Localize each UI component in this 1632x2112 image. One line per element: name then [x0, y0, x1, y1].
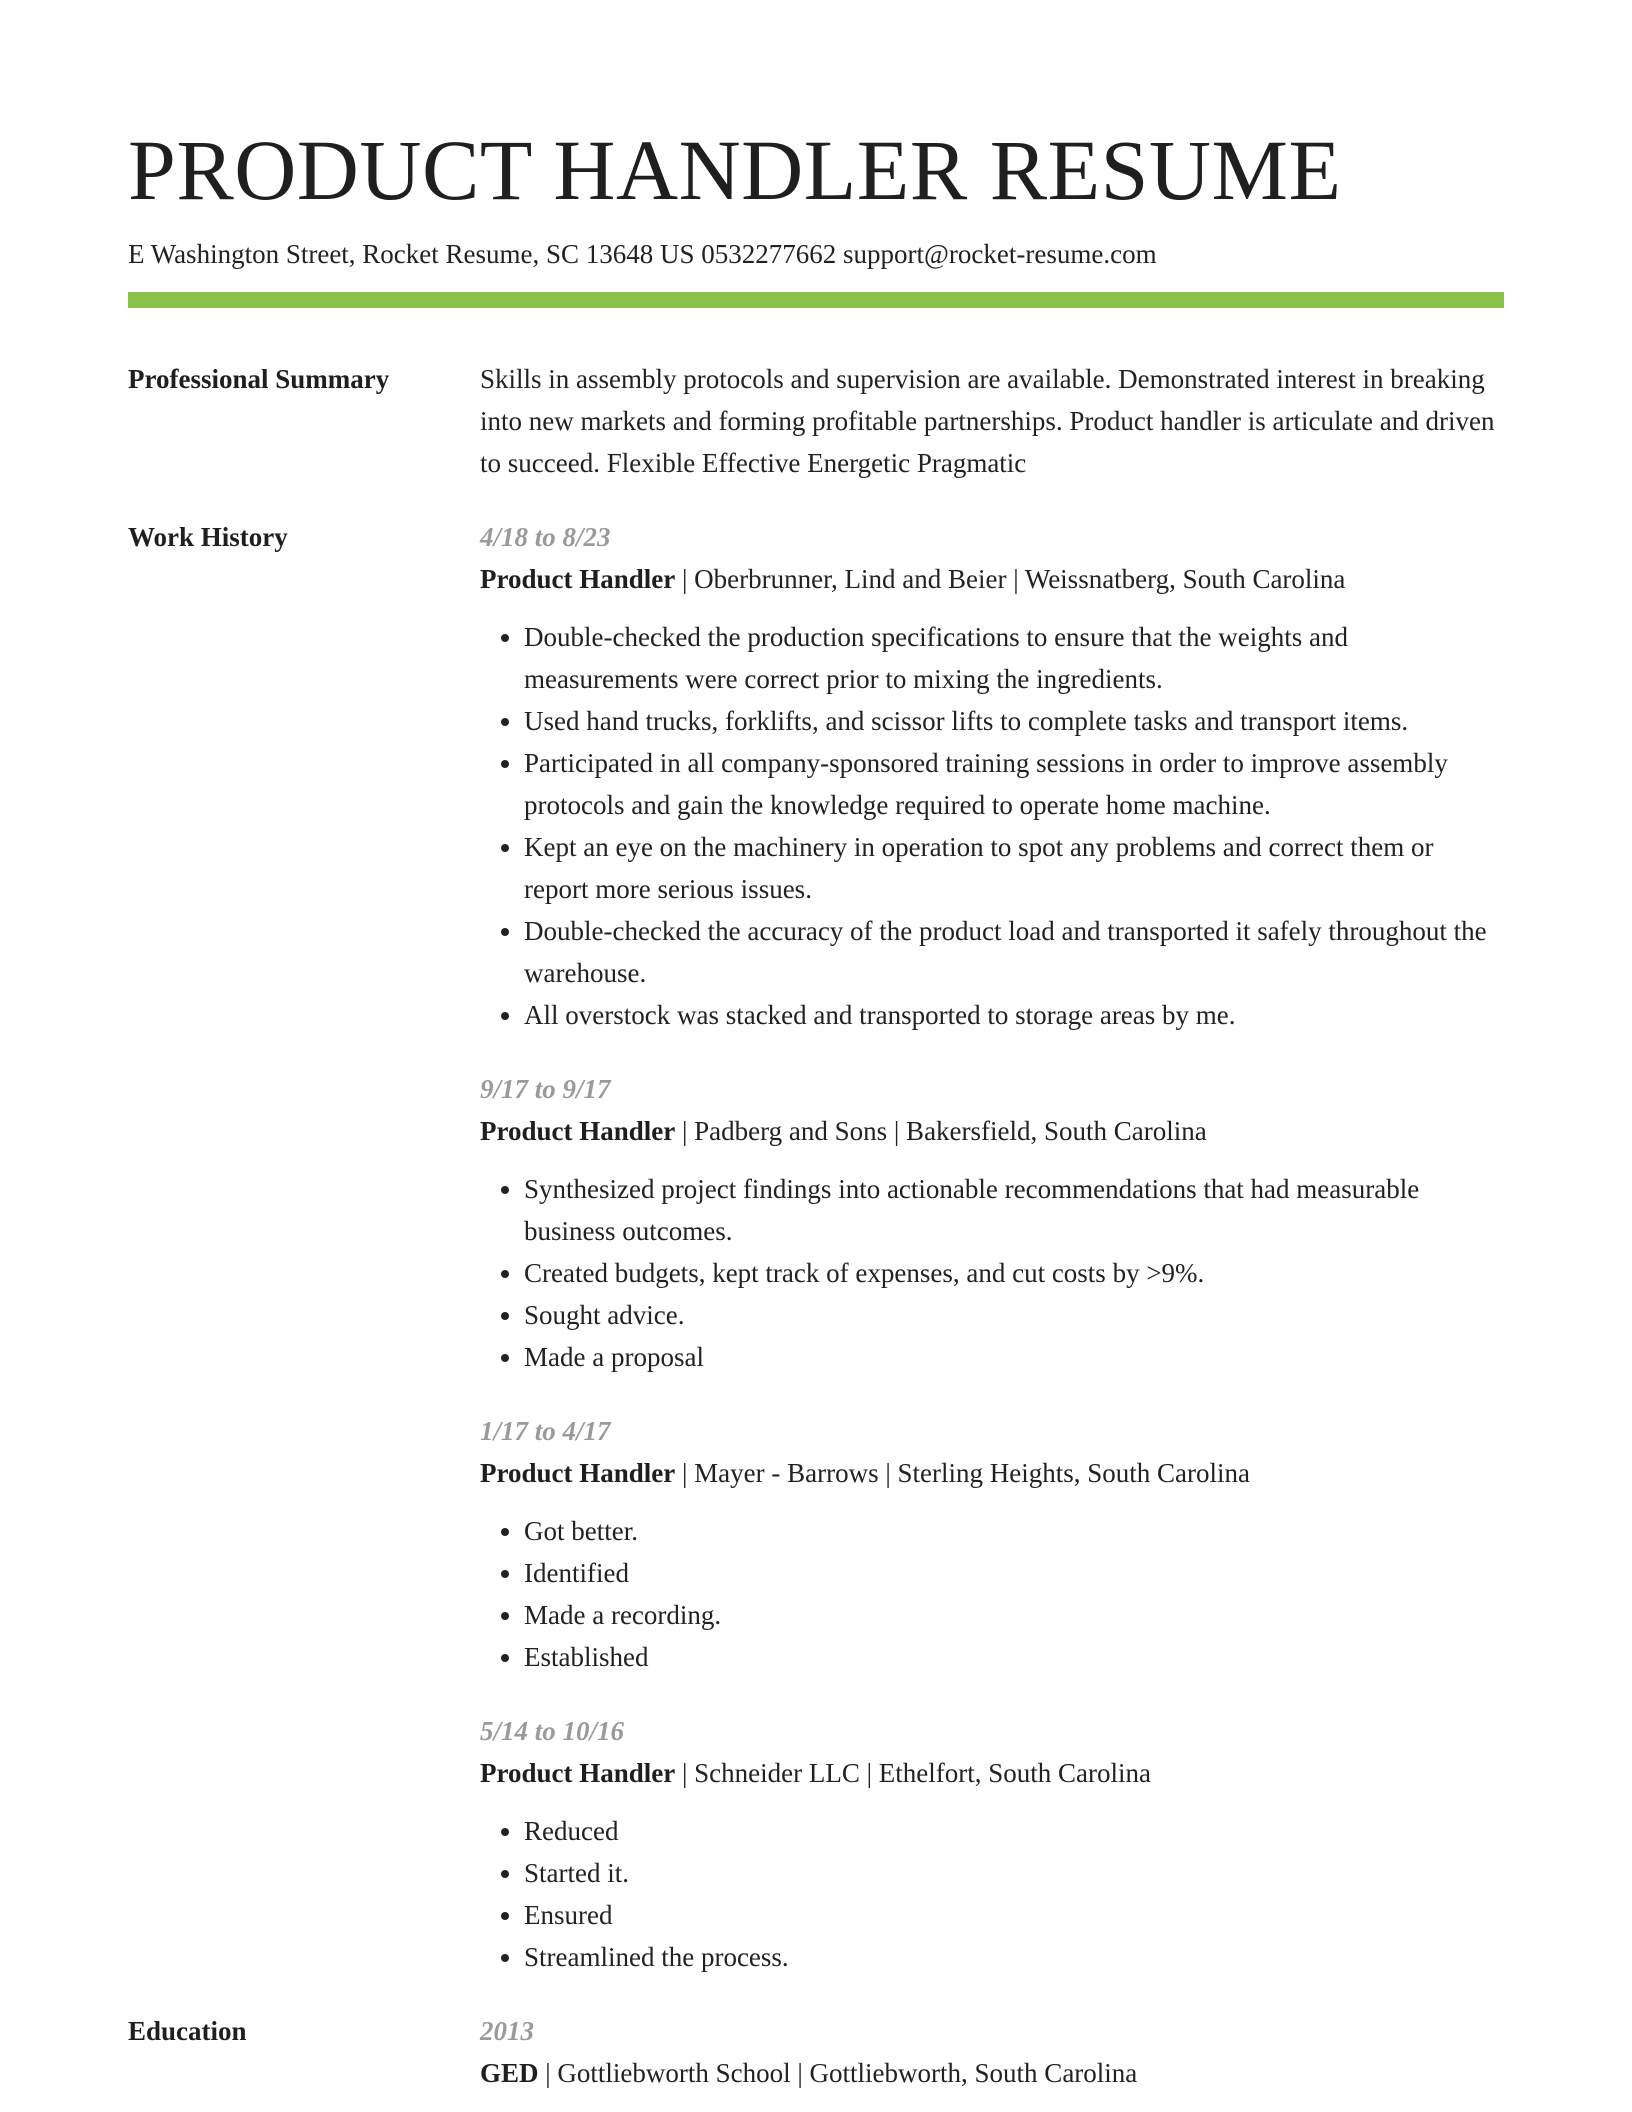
list-item: • Used hand trucks, forklifts, and scissor lifts to complete tasks and transport items.: [524, 700, 1504, 742]
education-details: | Gottliebworth School | Gottliebworth, South Carolina: [538, 2058, 1138, 2088]
job-date: 1/17 to 4/17: [480, 1416, 611, 1446]
work-history-list: [480, 516, 1504, 1978]
list-item: • Reduced: [524, 1810, 1504, 1852]
job-bullets: [480, 1810, 1504, 1978]
list-item: • Sought advice.: [524, 1294, 1504, 1336]
job-header: [480, 1752, 1504, 1794]
contact-line: E Washington Street, Rocket Resume, SC 13648 US 0532277662 support@rocket-resume.com: [128, 239, 1157, 269]
job-details: | Schneider LLC | Ethelfort, South Carolina: [675, 1758, 1151, 1788]
summary-text: Skills in assembly protocols and supervision are available. Demonstrated interest in breaking into new markets and forming profitable partnerships. Product handler is articulate and driven to succeed. Flexible Effective Energetic Pragmatic: [480, 364, 1495, 478]
education-header: [480, 2052, 1504, 2094]
list-item: • Kept an eye on the machinery in operation to spot any problems and correct them or report more serious issues.: [524, 826, 1504, 910]
list-item: • Established: [524, 1636, 1504, 1678]
list-item: • Participated in all company-sponsored training sessions in order to improve assembly protocols and gain the knowledge required to operate home machine.: [524, 742, 1504, 826]
job-bullets: [480, 616, 1504, 1036]
section-label-summary: Professional Summary: [128, 364, 390, 394]
section-label-education: Education: [128, 2016, 247, 2046]
professional-summary-section: [128, 358, 1504, 484]
job-header: [480, 558, 1504, 600]
job-entry: [480, 1068, 1504, 1378]
accent-divider: [128, 292, 1504, 308]
job-bullets: [480, 1168, 1504, 1378]
list-item: • All overstock was stacked and transported to storage areas by me.: [524, 994, 1504, 1036]
list-item: • Made a proposal: [524, 1336, 1504, 1378]
job-header: [480, 1110, 1504, 1152]
section-label-work: Work History: [128, 522, 288, 552]
job-entry: [480, 1410, 1504, 1678]
resume-title: PRODUCT HANDLER RESUME: [128, 122, 1342, 218]
job-entry: [480, 516, 1504, 1036]
list-item: • Synthesized project findings into actionable recommendations that had measurable business outcomes.: [524, 1168, 1504, 1252]
job-date: 9/17 to 9/17: [480, 1074, 611, 1104]
job-role: Product Handler: [480, 1758, 676, 1788]
list-item: • Streamlined the process.: [524, 1936, 1504, 1978]
list-item: • Made a recording.: [524, 1594, 1504, 1636]
list-item: • Ensured: [524, 1894, 1504, 1936]
list-item: • Double-checked the accuracy of the product load and transported it safely throughout the warehouse.: [524, 910, 1504, 994]
list-item: • Identified: [524, 1552, 1504, 1594]
job-role: Product Handler: [480, 564, 676, 594]
education-degree: GED: [480, 2058, 539, 2088]
list-item: • Started it.: [524, 1852, 1504, 1894]
job-role: Product Handler: [480, 1458, 676, 1488]
education-date: 2013: [480, 2016, 534, 2046]
list-item: • Double-checked the production specifications to ensure that the weights and measurements were correct prior to mixing the ingredients.: [524, 616, 1504, 700]
job-role: Product Handler: [480, 1116, 676, 1146]
education-entry: [480, 2010, 1504, 2094]
job-bullets: [480, 1510, 1504, 1678]
job-details: | Oberbrunner, Lind and Beier | Weissnatberg, South Carolina: [675, 564, 1346, 594]
job-details: | Padberg and Sons | Bakersfield, South Carolina: [675, 1116, 1207, 1146]
work-history-section: [128, 516, 1504, 1978]
job-header: [480, 1452, 1504, 1494]
education-section: [128, 2010, 1504, 2094]
job-details: | Mayer - Barrows | Sterling Heights, South Carolina: [675, 1458, 1250, 1488]
list-item: • Got better.: [524, 1510, 1504, 1552]
job-date: 4/18 to 8/23: [480, 522, 611, 552]
job-date: 5/14 to 10/16: [480, 1716, 625, 1746]
list-item: • Created budgets, kept track of expenses, and cut costs by >9%.: [524, 1252, 1504, 1294]
job-entry: [480, 1710, 1504, 1978]
